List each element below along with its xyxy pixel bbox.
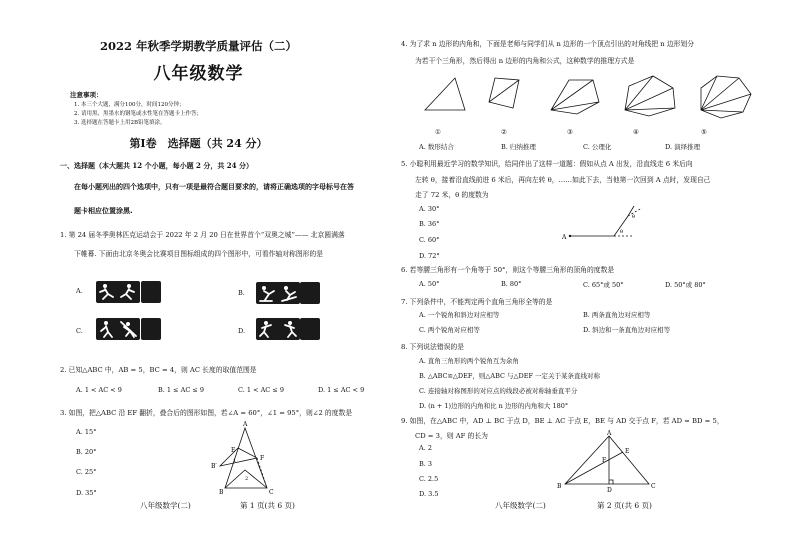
q4-polygon-figures [417, 72, 747, 122]
q9-triangle-figure [557, 432, 667, 492]
sport-pictogram-icon [300, 282, 320, 304]
q4-fig-label: ② [501, 128, 507, 136]
q5-option-b[interactable]: B. 36° [419, 220, 440, 228]
fig-label: D [607, 487, 612, 494]
sport-pictogram-icon [141, 281, 161, 303]
q5-option-d[interactable]: D. 72° [419, 252, 440, 260]
q2-option-b[interactable]: B. 1 ≤ AC ≤ 9 [158, 386, 205, 394]
sport-pictogram-icon [256, 282, 300, 304]
question-3: 3. 如图，把△ABC 沿 EF 翻折，叠合后的图形如图，若∠A = 60°，∠1 = 95°，则∠2 的度数是 [60, 409, 353, 417]
fig-label: 2 [245, 476, 249, 482]
question-2: 2. 已知△ABC 中，AB = 5，BC = 4，则 AC 长度的取值范围是 [60, 366, 257, 374]
q6-option-c[interactable]: C. 65°或 50° [583, 281, 624, 289]
q4-fig-label: ① [435, 128, 441, 136]
fig-label: 1 [233, 458, 237, 464]
note-item: 2. 请用黑、黑墨水的钢笔或水性笔在答题卡上作答； [74, 111, 202, 117]
q3-option-a[interactable]: A. 15° [76, 428, 97, 436]
q7-option-c[interactable]: C. 两个锐角对应相等 [419, 326, 480, 334]
q8-option-c[interactable]: C. 连接轴对称图形的对应点的线段必被对称轴垂直平分 [419, 387, 578, 395]
fig-label: B [219, 489, 224, 496]
notes-heading: 注意事项： [70, 91, 103, 99]
question-4-line1: 4. 为了求 n 边形的内角和，下面是老师与同学们从 n 边形的一个顶点引出的对角线把 n 边形划分 [401, 40, 695, 48]
q3-triangle-figure [205, 420, 285, 495]
fig-label: A [607, 430, 612, 437]
fig-label: θ [632, 214, 636, 220]
fig-label: A [243, 421, 248, 428]
q1-option-a[interactable]: A. [76, 287, 83, 295]
sport-pictogram-icon [256, 318, 300, 340]
q9-option-b[interactable]: B. 3 [419, 460, 433, 468]
note-item: 3. 选择题在答题卡上用2B铅笔填涂。 [74, 120, 166, 126]
sport-pictogram-icon [96, 281, 140, 303]
question-5-line3: 走了 72 米，θ 的度数为 [415, 191, 489, 199]
question-7: 7. 下列条件中，不能判定两个直角三角形全等的是 [401, 298, 553, 306]
note-item: 1. 本三个大题，满分100分，时间120分钟； [74, 102, 185, 108]
section-heading: 第Ⅰ卷 选择题（共 24 分） [129, 137, 268, 150]
q4-option-b[interactable]: B. 归纳推理 [501, 143, 536, 151]
q4-option-d[interactable]: D. 演绎推理 [665, 143, 701, 151]
exam-subtitle: 八年级数学 [153, 64, 244, 84]
footer-page-number: 第 1 页(共 6 页) [240, 501, 295, 510]
q3-option-d[interactable]: D. 35° [76, 489, 97, 497]
q4-fig-label: ④ [633, 128, 639, 136]
q1-option-d[interactable]: D. [238, 327, 246, 335]
q4-fig-label: ⑤ [701, 128, 707, 136]
q6-option-d[interactable]: D. 50°或 80° [665, 281, 706, 289]
part1-instruction: 题卡相应位置涂黑. [74, 207, 133, 215]
part1-instruction: 在每小题列出的四个选项中，只有一项是最符合题目要求的，请将正确选项的字母标号在答 [74, 183, 354, 191]
q9-option-d[interactable]: D. 3.5 [419, 490, 439, 498]
question-1-line2: 下帷幕. 下面由北京冬奥会比赛项目图标组成的四个图形中，可看作轴对称图形的是 [74, 250, 324, 258]
footer-page-number: 第 2 页(共 6 页) [597, 501, 652, 510]
question-9-line2: CD = 3，则 AF 的长为 [415, 432, 488, 440]
q7-option-b[interactable]: B. 两条直角边对应相等 [583, 311, 651, 319]
question-9-line1: 9. 如图，在△ABC 中，AD ⊥ BC 于点 D，BE ⊥ AC 于点 E，BE 与 AD 交于点 F，若 AD = BD = 5， [401, 417, 724, 425]
q7-option-a[interactable]: A. 一个锐角和斜边对应相等 [419, 311, 500, 319]
fig-label: B′ [211, 463, 217, 470]
q8-option-a[interactable]: A. 直角三角形的两个锐角互为余角 [419, 357, 519, 365]
fig-label: F [602, 457, 607, 464]
question-8: 8. 下列说法错误的是 [401, 343, 465, 351]
fig-label: C [269, 489, 274, 496]
q6-option-a[interactable]: A. 50° [419, 280, 440, 288]
fig-label: E [231, 447, 236, 454]
fig-label: E [625, 448, 630, 455]
footer-subject: 八年级数学(二) [140, 501, 191, 510]
part1-heading: 一、选择题（本大题共 12 个小题，每小题 2 分，共 24 分） [60, 161, 253, 170]
q5-option-c[interactable]: C. 60° [419, 236, 440, 244]
sport-pictogram-icon [141, 318, 161, 340]
q5-option-a[interactable]: A. 30° [419, 205, 440, 213]
sport-pictogram-icon [300, 318, 320, 340]
q3-option-c[interactable]: C. 25° [76, 468, 97, 476]
q6-option-b[interactable]: B. 80° [501, 280, 522, 288]
sport-pictogram-icon [96, 318, 140, 340]
question-6: 6. 若等腰三角形有一个角等于 50°，则这个等腰三角形的顶角的度数是 [401, 266, 615, 274]
question-1-line1: 1. 第 24 届冬季奥林匹克运动会于 2022 年 2 月 20 日在世界首个“双奥之城”—— 北京圆满落 [60, 231, 345, 239]
exam-title: 2022 年秋季学期教学质量评估（二） [99, 39, 297, 53]
fig-label: F [260, 455, 265, 462]
q8-option-b[interactable]: B. △ABC≌△DEF，则△ABC 与△DEF 一定关于某条直线对称 [419, 372, 601, 380]
q1-option-b[interactable]: B. [238, 289, 245, 297]
q9-option-a[interactable]: A. 2 [419, 444, 432, 452]
q2-option-a[interactable]: A. 1 < AC < 9 [76, 386, 122, 394]
q7-option-d[interactable]: D. 斜边和一条直角边对应相等 [583, 326, 671, 334]
q2-option-c[interactable]: C. 1 < AC ≤ 9 [238, 386, 284, 394]
fig-label: A [562, 234, 567, 241]
fig-label: θ [620, 229, 624, 235]
question-4-line2: 为若干个三角形，然后得出 n 边形的内角和公式，这种数学的推理方式是 [415, 57, 635, 65]
question-5-line2: 左转 θ，接着沿直线前进 6 米后，再向左转 θ，……如此下去，当他第一次回到 A 点时，发现自己 [415, 176, 711, 184]
q2-option-d[interactable]: D. 1 ≤ AC < 9 [318, 386, 365, 394]
fig-label: C [651, 483, 656, 490]
q8-option-d[interactable]: D. (n + 1)边形的内角和比 n 边形的内角和大 180° [419, 402, 569, 410]
q1-option-c[interactable]: C. [76, 327, 83, 335]
question-5-line1: 5. 小聪利用最近学习的数学知识，给同伴出了这样一道题：假如从点 A 出发，沿直线走 6 米后向 [401, 160, 693, 168]
footer-subject: 八年级数学(二) [495, 501, 546, 510]
q3-option-b[interactable]: B. 20° [76, 448, 97, 456]
right-page [397, 0, 794, 543]
q4-fig-label: ③ [567, 128, 573, 136]
q5-path-figure [562, 198, 652, 244]
q9-option-c[interactable]: C. 2.5 [419, 475, 439, 483]
q4-option-c[interactable]: C. 公理化 [583, 143, 612, 151]
fig-label: B [557, 483, 562, 490]
q4-option-a[interactable]: A. 数形结合 [419, 143, 454, 151]
